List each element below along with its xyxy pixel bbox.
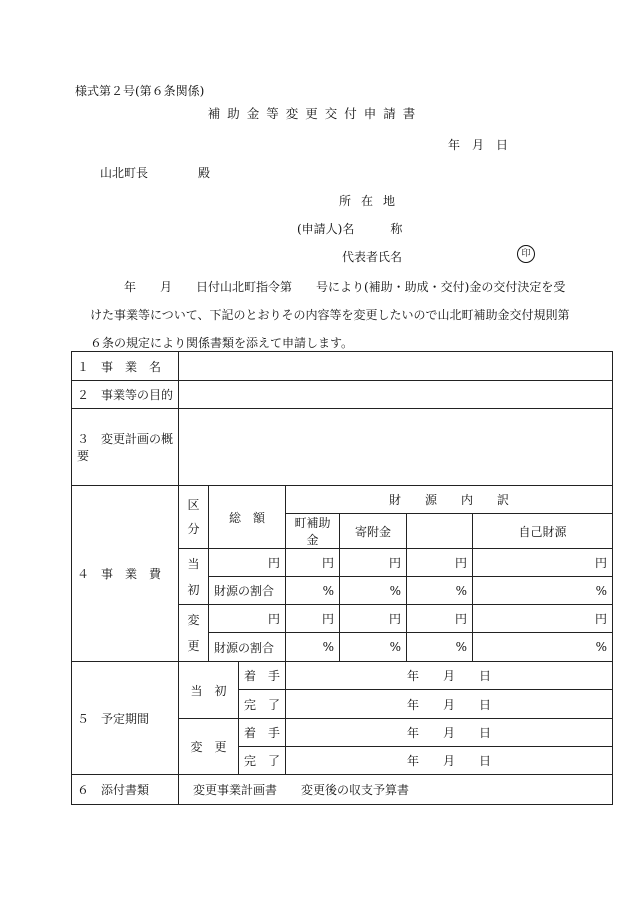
purpose-field[interactable] (179, 381, 613, 409)
changed-blank-percent[interactable]: % (407, 633, 473, 662)
purpose-label: ２ 事業等の目的 (72, 381, 179, 409)
changed-label: 変更 (179, 605, 209, 662)
changed-own-percent[interactable]: % (473, 633, 613, 662)
applicant-name-label (297, 220, 402, 237)
changed-town-yen[interactable]: 円 (286, 605, 340, 633)
initial-label: 当初 (179, 549, 209, 605)
table-row (72, 381, 613, 409)
table-row (72, 409, 613, 486)
initial-ratio-label: 財源の割合 (209, 577, 286, 605)
table-row (72, 486, 613, 514)
funding-col-blank (407, 514, 473, 549)
schedule-label: ５ 予定期間 (72, 662, 179, 775)
schedule-initial-start-label: 着 手 (239, 662, 286, 690)
changed-own-yen[interactable]: 円 (473, 605, 613, 633)
funding-breakdown-header: 財 源 内 訳 (286, 486, 613, 514)
applicant-address-label: 所在地 (339, 194, 406, 208)
honorific: 殿 (198, 166, 211, 180)
schedule-initial-end-date[interactable]: 年 月 日 (286, 690, 613, 719)
initial-total-yen[interactable]: 円 (209, 549, 286, 577)
initial-town-percent[interactable]: % (286, 577, 340, 605)
schedule-changed-start-label: 着 手 (239, 719, 286, 747)
seal-icon: 印 (517, 245, 535, 263)
initial-blank-yen[interactable]: 円 (407, 549, 473, 577)
application-table (71, 351, 613, 805)
initial-own-yen[interactable]: 円 (473, 549, 613, 577)
schedule-initial-start-date[interactable]: 年 月 日 (286, 662, 613, 690)
total-header: 総 額 (209, 486, 286, 549)
document-title: 補助金等変更交付申請書 (207, 106, 423, 121)
funding-col-donation: 寄附金 (340, 514, 407, 549)
project-cost-label: ４ 事 業 費 (72, 486, 179, 662)
schedule-changed-end-date[interactable]: 年 月 日 (286, 747, 613, 775)
schedule-changed-end-label: 完 了 (239, 747, 286, 775)
applicant-name-prefix: (申請人)名 (297, 222, 355, 236)
form-number: 様式第２号(第６条関係) (75, 84, 205, 98)
attachments-label: ６ 添付書類 (72, 775, 179, 805)
change-plan-label: ３ 変更計画の概要 (72, 409, 179, 486)
schedule-changed-label: 変 更 (179, 719, 239, 775)
application-statement (90, 273, 570, 357)
funding-col-own-funds: 自己財源 (473, 514, 613, 549)
initial-own-percent[interactable]: % (473, 577, 613, 605)
initial-blank-percent[interactable]: % (407, 577, 473, 605)
funding-col-town-subsidy: 町補助金 (286, 514, 340, 549)
schedule-initial-label: 当 初 (179, 662, 239, 719)
statement-line-1: 年 月 日付山北町指令第 号により(補助・助成・交付)金の交付決定を受 (124, 280, 566, 294)
addressee-name: 山北町長 (100, 166, 149, 180)
applicant-name-suffix: 称 (390, 222, 403, 236)
statement-line-2: けた事業等について、下記のとおりその内容等を変更したいので山北町補助金交付規則第 (90, 308, 570, 322)
initial-donation-percent[interactable]: % (340, 577, 407, 605)
date-line: 年 月 日 (448, 138, 509, 152)
changed-town-percent[interactable]: % (286, 633, 340, 662)
kubun-header: 区分 (179, 486, 209, 549)
changed-ratio-label: 財源の割合 (209, 633, 286, 662)
statement-line-3: ６条の規定により関係書類を添えて申請します。 (90, 336, 354, 350)
table-row (72, 352, 613, 381)
project-name-field[interactable] (179, 352, 613, 381)
initial-town-yen[interactable]: 円 (286, 549, 340, 577)
attachments-list: 変更事業計画書 変更後の収支予算書 (179, 775, 613, 805)
changed-donation-percent[interactable]: % (340, 633, 407, 662)
changed-total-yen[interactable]: 円 (209, 605, 286, 633)
initial-donation-yen[interactable]: 円 (340, 549, 407, 577)
addressee (100, 164, 210, 181)
changed-donation-yen[interactable]: 円 (340, 605, 407, 633)
table-row (72, 775, 613, 805)
project-name-label: １ 事 業 名 (72, 352, 179, 381)
representative-label: 代表者氏名 (342, 250, 403, 264)
change-plan-field[interactable] (179, 409, 613, 486)
changed-blank-yen[interactable]: 円 (407, 605, 473, 633)
schedule-changed-start-date[interactable]: 年 月 日 (286, 719, 613, 747)
table-row (72, 662, 613, 690)
schedule-initial-end-label: 完 了 (239, 690, 286, 719)
